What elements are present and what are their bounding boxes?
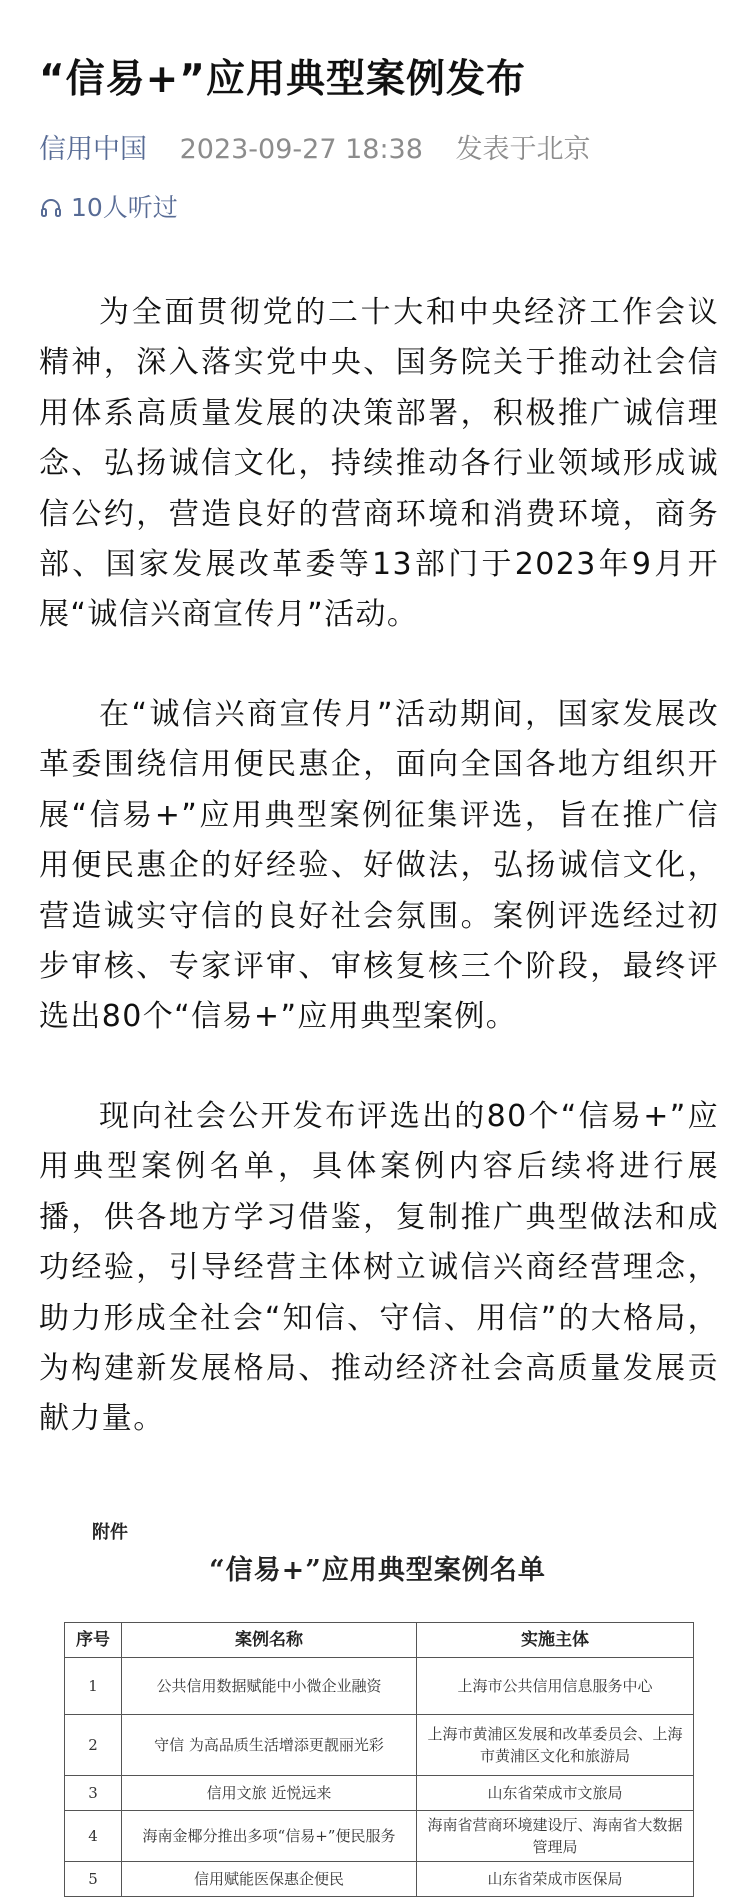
attachment-image[interactable]	[0, 1500, 755, 1891]
row-no: 2	[65, 1715, 122, 1776]
article-title: “信易+”应用典型案例发布	[39, 57, 526, 102]
header-name: 案例名称	[122, 1623, 417, 1658]
row-org: 上海市公共信用信息服务中心	[417, 1658, 694, 1715]
table-row	[65, 1715, 694, 1776]
row-name: 守信 为高品质生活增添更靓丽光彩	[122, 1715, 417, 1776]
row-org: 上海市黄浦区发展和改革委员会、上海市黄浦区文化和旅游局	[417, 1715, 694, 1776]
paragraph-3: 现向社会公开发布评选出的80个“信易+”应用典型案例名单，具体案例内容后续将进行展播，供各地方学习借鉴，复制推广典型做法和成功经验，引导经营主体树立诚信兴商经营理念，助力形成全社会“知信、守信、用信”的大格局，为构建新发展格局、推动经济社会高质量发展贡献力量。	[39, 1099, 719, 1437]
row-org: 山东省荣成市文旅局	[417, 1776, 694, 1811]
row-org: 山东省荣成市医保局	[417, 1862, 694, 1897]
listen-button[interactable]	[39, 188, 178, 228]
article-meta	[39, 130, 591, 170]
row-no: 5	[65, 1862, 122, 1897]
table-row	[65, 1658, 694, 1715]
row-name: 海南金椰分推出多项“信易+”便民服务	[122, 1811, 417, 1862]
headphones-icon	[39, 196, 63, 220]
row-name: 信用赋能医保惠企便民	[122, 1862, 417, 1897]
header-org: 实施主体	[417, 1623, 694, 1658]
table-row	[65, 1776, 694, 1811]
row-no: 3	[65, 1776, 122, 1811]
table-row	[65, 1862, 694, 1897]
table-row	[65, 1811, 694, 1862]
publish-location: 发表于北京	[455, 134, 591, 165]
table-header-row	[65, 1623, 694, 1658]
row-no: 4	[65, 1811, 122, 1862]
row-no: 1	[65, 1658, 122, 1715]
account-name-link[interactable]: 信用中国	[39, 134, 147, 165]
paragraph-2: 在“诚信兴商宣传月”活动期间，国家发展改革委围绕信用便民惠企，面向全国各地方组织开展“信易+”应用典型案例征集评选，旨在推广信用便民惠企的好经验、好做法，弘扬诚信文化，营造诚实守信的良好社会氛围。案例评选经过初步审核、专家评审、审核复核三个阶段，最终评选出80个“信易+”应用典型案例。	[39, 697, 719, 1035]
listen-count: 10人听过	[71, 193, 178, 222]
publish-time: 2023-09-27 18:38	[179, 134, 423, 165]
row-org: 海南省营商环境建设厅、海南省大数据管理局	[417, 1811, 694, 1862]
row-name: 公共信用数据赋能中小微企业融资	[122, 1658, 417, 1715]
case-list-table	[64, 1622, 694, 1897]
attachment-title: “信易+”应用典型案例名单	[209, 1555, 546, 1586]
attachment-label: 附件	[92, 1522, 128, 1543]
header-no: 序号	[65, 1623, 122, 1658]
paragraph-1: 为全面贯彻党的二十大和中央经济工作会议精神，深入落实党中央、国务院关于推动社会信用体系高质量发展的决策部署，积极推广诚信理念、弘扬诚信文化，持续推动各行业领域形成诚信公约，营造良好的营商环境和消费环境，商务部、国家发展改革委等13部门于2023年9月开展“诚信兴商宣传月”活动。	[39, 295, 719, 633]
row-name: 信用文旅 近悦远来	[122, 1776, 417, 1811]
